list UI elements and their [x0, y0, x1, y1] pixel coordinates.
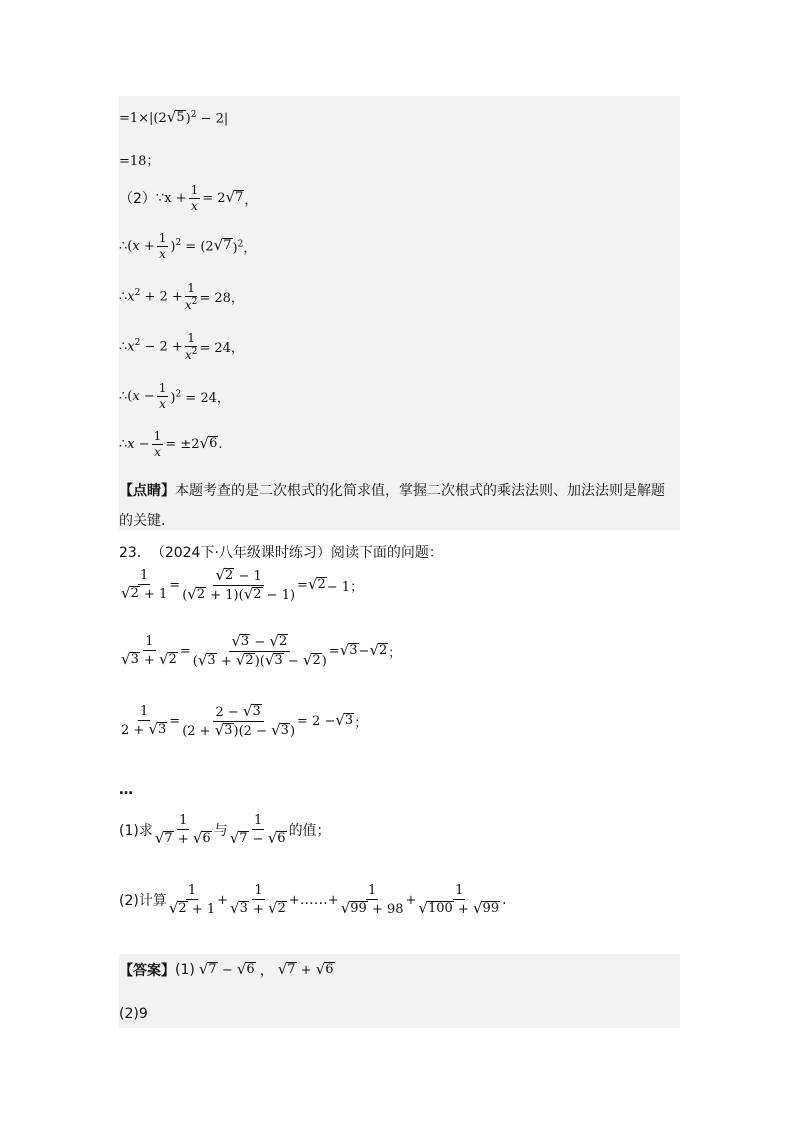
part1-mid: 与: [213, 823, 228, 840]
answer-part1-label: (1): [175, 962, 195, 978]
solution-step-7: ∴(x − $\frac{1}{x}$ )$^2$ = 24，: [119, 381, 230, 411]
commentary-text-2: 的关键.: [119, 513, 166, 529]
answer-part2: (2)9: [119, 1006, 148, 1022]
solution-step-2: =18；: [119, 154, 160, 169]
question-source: （2024下·八年级课时练习）阅读下面的问题：: [150, 545, 443, 561]
part2-dots: ……: [299, 892, 328, 909]
solution-step-3: （2） ∵x + $\frac{1}{x}$ = 2 √ 7 ，: [119, 183, 258, 213]
commentary-tag: 【点睛】: [119, 483, 175, 499]
example-3: 1 2 + √ 3 = 2 − √ 3 (2 + √ 3 )(2 − √ 3 ) = 2 − √ 3 ；: [121, 702, 368, 739]
solution-step-4: ∴(x + $\frac{1}{x}$ )$^2$ = (2 √ 7 )$^2$，: [119, 231, 257, 261]
question-part-2: (2)计算 1 √ 2 + 1 + 1 √ 3 + √ 2 + …… + 1 √ 99 + 98 + 1 √ 100 + √ 99 .: [119, 883, 507, 917]
part1-suffix: 的值；: [288, 823, 331, 840]
solution-continuation-block: [119, 96, 680, 530]
question-part-1: (1)求 1 √ 7 + √ 6 与 1 √ 7 − √ 6 的值；: [119, 813, 331, 847]
example-2: 1 √ 3 + √ 2 = √ 3 − √ 2 ( √ 3 + √ 2 )( √ 3 − √ 2 ) = √ 3 − √ 2 ；: [121, 632, 402, 669]
question-number: 23．: [119, 545, 151, 561]
part1-prefix: (1)求: [119, 823, 153, 840]
commentary-line-1: [119, 480, 665, 500]
answer-separator: ，: [259, 963, 274, 979]
answer-line-2: [119, 1006, 148, 1022]
ellipsis: …: [119, 782, 133, 798]
question-header: [119, 542, 443, 562]
commentary-line-2: [119, 510, 165, 530]
commentary-text-1: 本题考查的是二次根式的化简求值，掌握二次根式的乘法法则、加法法则是解题: [175, 483, 665, 499]
solution-step-1: =1×|(2 √ 5 )$^2$ − 2|: [119, 108, 229, 127]
solution-step-5: $\therefore x^2 + 2$ + $\frac{1}{x^2}$ = 28，: [119, 281, 244, 312]
part2-end: .: [502, 892, 507, 909]
answer-tag: 【答案】: [119, 963, 175, 979]
part2-prefix: (2)计算: [119, 893, 167, 910]
example-1: 1 √ 2 + 1 = √ 2 − 1 ( √ 2 + 1)( √ 2 − 1) = √ 2 − 1；: [121, 566, 364, 603]
answer-block: [119, 954, 680, 1028]
solution-step-8: ∴x − $\frac{1}{x}$ = ±2 √ 6 .: [119, 429, 223, 459]
answer-line-1: 【答案】 (1) √ 7 − √ 6 ， √ 7 + √ 6: [119, 960, 334, 979]
solution-step-6: $\therefore x^2 - 2$ + $\frac{1}{x^2}$ = 24，: [119, 331, 244, 362]
